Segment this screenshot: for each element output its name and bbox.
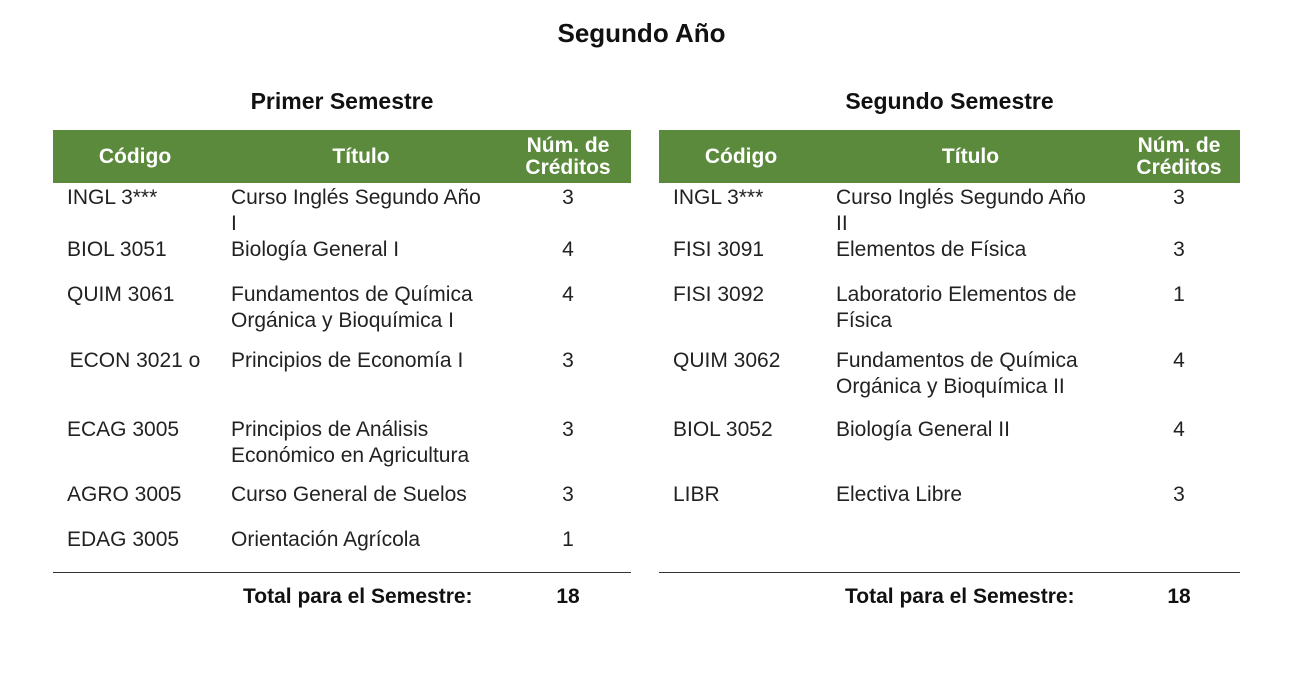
- course-code: EDAG 3005: [67, 528, 180, 551]
- course-code: BIOL 3051: [67, 238, 167, 261]
- course-title: Elementos de Física: [836, 238, 1027, 261]
- course-title: Principios de Economía I: [231, 349, 464, 372]
- course-code: BIOL 3052: [673, 418, 773, 441]
- course-title: Fundamentos de Química Orgánica y Bioquímica II: [836, 349, 1078, 398]
- header-credits-line2: Créditos: [1136, 155, 1222, 179]
- course-title: Laboratorio Elementos de Física: [836, 283, 1077, 332]
- course-code: QUIM 3061: [67, 283, 175, 306]
- course-credits: 3: [562, 186, 574, 209]
- header-credits-line2: Créditos: [525, 155, 611, 179]
- course-code: LIBR: [673, 483, 720, 506]
- course-title: Curso General de Suelos: [231, 483, 467, 506]
- course-credits: 4: [562, 283, 574, 306]
- course-title: Biología General II: [836, 418, 1010, 441]
- course-title: Curso Inglés Segundo Año I: [231, 186, 481, 235]
- page-title: Segundo Año: [557, 18, 726, 48]
- course-code: INGL 3***: [673, 186, 764, 209]
- header-credits-line1: Núm. de: [1137, 133, 1221, 157]
- total-label: Total para el Semestre:: [243, 585, 473, 608]
- course-credits: 4: [562, 238, 574, 261]
- header-credits: [1118, 130, 1240, 183]
- course-title: Orientación Agrícola: [231, 528, 421, 551]
- table-bottom-rule: [659, 572, 1240, 573]
- total-label: Total para el Semestre:: [845, 585, 1075, 608]
- course-credits: 3: [1173, 238, 1185, 261]
- header-credits: [505, 130, 631, 183]
- course-credits: 3: [1173, 483, 1185, 506]
- table-header: [659, 130, 1240, 183]
- course-credits: 4: [1173, 418, 1185, 441]
- course-credits: 3: [562, 418, 574, 441]
- course-code: FISI 3092: [673, 283, 765, 306]
- course-title: Curso Inglés Segundo Año II: [836, 186, 1086, 235]
- course-code: AGRO 3005: [67, 483, 182, 506]
- course-credits: 3: [562, 483, 574, 506]
- semester-table-2: [659, 88, 1240, 628]
- header-title: Título: [941, 144, 1000, 168]
- course-code: FISI 3091: [673, 238, 765, 261]
- header-code: Código: [98, 144, 172, 168]
- course-code: ECON 3021 o: [69, 349, 201, 372]
- course-title: Electiva Libre: [836, 483, 963, 506]
- course-credits: 1: [1173, 283, 1185, 306]
- table-bottom-rule: [53, 572, 631, 573]
- course-credits: 4: [1173, 349, 1185, 372]
- total-credits: 18: [1167, 585, 1191, 608]
- semester-title: Primer Semestre: [250, 88, 434, 114]
- course-title: Fundamentos de Química Orgánica y Bioquímica I: [231, 283, 473, 332]
- course-code: ECAG 3005: [67, 418, 180, 441]
- course-title: Biología General I: [231, 238, 400, 261]
- header-title: Título: [332, 144, 390, 168]
- semester-title: Segundo Semestre: [845, 88, 1054, 114]
- semester-table-1: [53, 88, 631, 628]
- total-credits: 18: [556, 585, 580, 608]
- course-credits: 3: [562, 349, 574, 372]
- course-credits: 1: [562, 528, 574, 551]
- course-code: INGL 3***: [67, 186, 158, 209]
- header-code: Código: [704, 144, 778, 168]
- course-title: Principios de Análisis Económico en Agricultura: [231, 418, 470, 467]
- header-credits-line1: Núm. de: [526, 133, 610, 157]
- course-credits: 3: [1173, 186, 1185, 209]
- course-code: QUIM 3062: [673, 349, 781, 372]
- table-header: [53, 130, 631, 183]
